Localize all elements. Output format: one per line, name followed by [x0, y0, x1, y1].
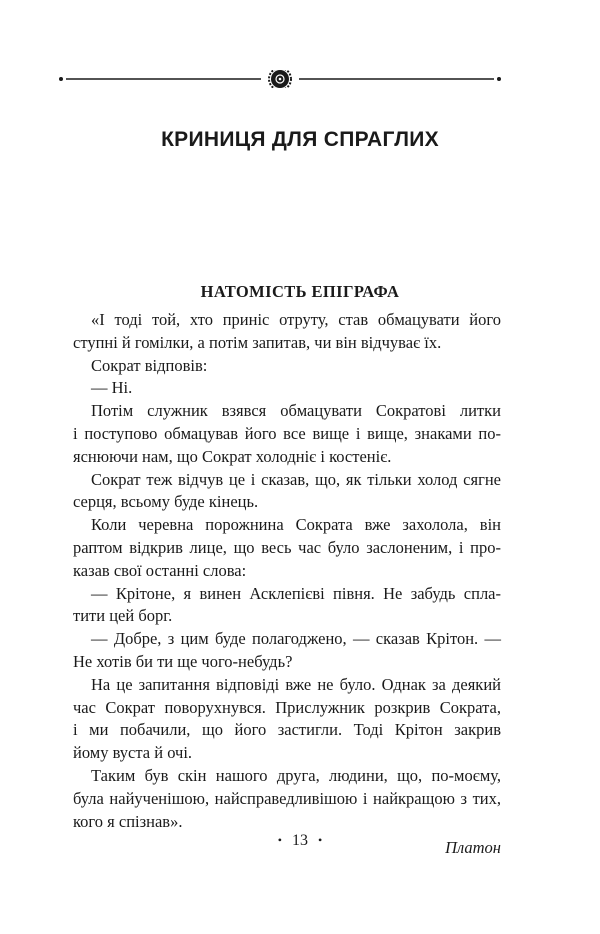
header-ornament: [58, 70, 502, 88]
text-line: На це запитання відповіді вже не було. Однак за деякий: [91, 674, 501, 694]
text-line: Коли черевна порожнина Сократа вже захолола, він: [91, 515, 501, 535]
text-line: — Крітоне, я винен Асклепієві півня. Не забудь спла-: [91, 583, 501, 603]
epigraph-text: [73, 309, 501, 860]
chapter-title: КРИНИЦЯ ДЛЯ СПРАГЛИХ: [161, 128, 439, 151]
author-attribution: Платон: [445, 838, 501, 858]
text-line: Потім служник взявся обмацувати Сократові литки: [91, 401, 501, 421]
text-line: і поступово обмацував його все вище і вище, знаками по-: [73, 423, 501, 443]
text-line: яснюючи нам, що Сократ холодніє і костеніє.: [73, 446, 392, 466]
text-line: йому вуста й очі.: [73, 743, 193, 763]
text-line: раптом відкрив лице, що весь час було заслоненим, і про-: [73, 537, 501, 557]
text-line: кого я спізнав».: [73, 811, 183, 831]
page-footer: [0, 832, 600, 850]
section-title: НАТОМІСТЬ ЕПІГРАФА: [200, 282, 400, 301]
text-line: була найученішою, найсправедливішою і найкращою з тих,: [73, 788, 501, 808]
text-line: і ми побачили, що його застигли. Тоді Крітон закрив: [73, 720, 501, 740]
text-line: — Добре, з цим буде полагоджено, — сказав Крітон. —: [91, 629, 501, 649]
text-line: казав свої останні слова:: [73, 560, 247, 580]
sun-ornament-icon: [58, 70, 502, 88]
text-line: тити цей борг.: [73, 606, 173, 626]
bullet-icon: •: [318, 833, 323, 847]
text-line: час Сократ поворухнувся. Прислужник розкрив Сократа,: [73, 697, 501, 717]
bullet-icon: •: [277, 833, 282, 847]
text-line: Сократ теж відчув це і сказав, що, як тільки холод сягне: [91, 469, 501, 489]
text-line: Не хотів би ти ще чого-небудь?: [73, 651, 293, 671]
text-line: «І тоді той, хто приніс отруту, став обмацувати його: [91, 310, 501, 329]
text-line: — Ні.: [91, 378, 133, 398]
text-line: Таким був скін нашого друга, людини, що, по-моєму,: [91, 765, 501, 785]
text-line: серця, всьому буде кінець.: [73, 492, 259, 512]
text-line: ступні й гомілки, а потім запитав, чи він відчуває їх.: [73, 332, 442, 352]
page-number: 13: [292, 832, 308, 849]
text-line: Сократ відповів:: [91, 355, 208, 375]
